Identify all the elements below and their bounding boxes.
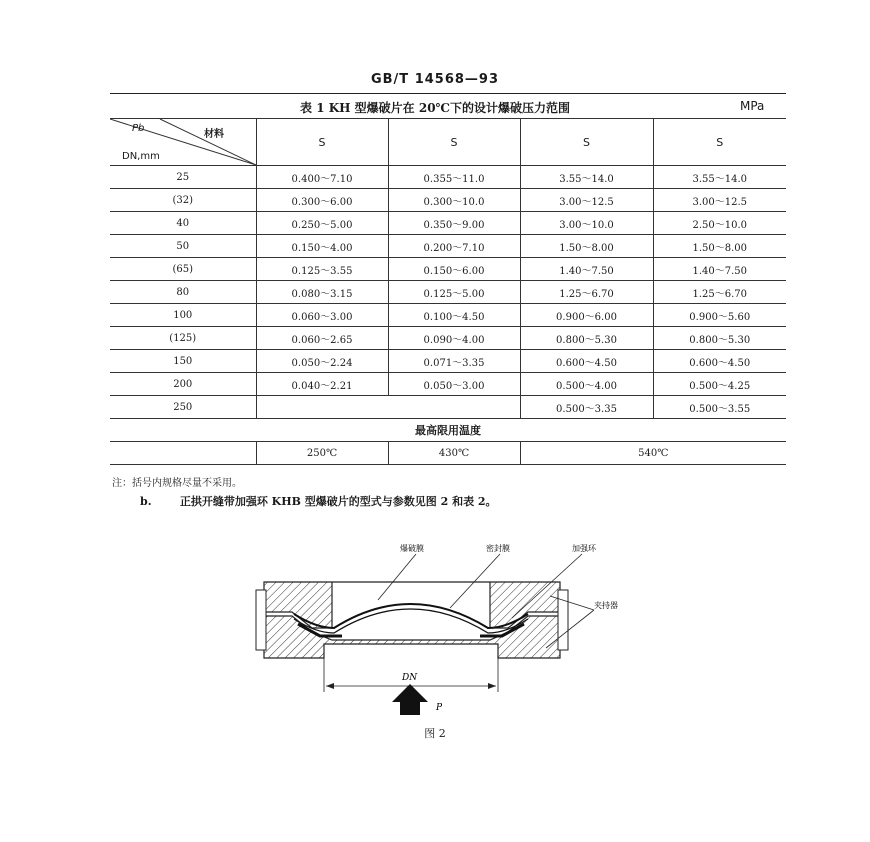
value-cell: 0.071～3.35 (388, 350, 520, 373)
value-cell: 0.900～5.60 (653, 304, 786, 327)
header-rule (110, 93, 786, 94)
table-row (110, 189, 786, 212)
label-dn: DN (402, 673, 418, 683)
dn-cell: 100 (110, 304, 256, 327)
value-cell: 0.200～7.10 (388, 235, 520, 258)
value-cell: 0.500～3.35 (520, 396, 653, 419)
temp-title: 最高限用温度 (110, 419, 786, 442)
value-cell: 0.600～4.50 (520, 350, 653, 373)
value-cell: 0.100～4.50 (388, 304, 520, 327)
temp-cell: 250℃ (256, 442, 388, 465)
material-header: S (653, 119, 786, 166)
material-header: S (388, 119, 520, 166)
value-cell: 0.900～6.00 (520, 304, 653, 327)
value-cell: 0.300～10.0 (388, 189, 520, 212)
value-cell: 0.125～3.55 (256, 258, 388, 281)
value-cell: 0.125～5.00 (388, 281, 520, 304)
dn-cell: 50 (110, 235, 256, 258)
table-header-row (110, 119, 786, 166)
corner-material-label: 材料 (204, 129, 224, 140)
figure-caption: 图 2 (424, 727, 446, 740)
value-cell: 1.25～6.70 (653, 281, 786, 304)
table-unit: MPa (740, 99, 765, 113)
value-cell: 0.500～4.00 (520, 373, 653, 396)
value-cell: 0.355～11.0 (388, 166, 520, 189)
value-cell: 3.00～12.5 (653, 189, 786, 212)
value-cell: 0.500～3.55 (653, 396, 786, 419)
value-cell: 0.150～6.00 (388, 258, 520, 281)
table-note: 注：括号内规格尽量不采用。 (112, 478, 242, 489)
value-cell: 3.55～14.0 (520, 166, 653, 189)
value-cell: 0.050～2.24 (256, 350, 388, 373)
corner-ps-label: Pb (132, 123, 145, 134)
value-cell: 0.060～3.00 (256, 304, 388, 327)
dn-cell: 40 (110, 212, 256, 235)
material-header: S (520, 119, 653, 166)
table-row (110, 212, 786, 235)
value-cell: 0.040～2.21 (256, 373, 388, 396)
value-cell: 1.40～7.50 (520, 258, 653, 281)
paragraph-b (140, 493, 497, 509)
temp-cell: 540℃ (520, 442, 786, 465)
table-row (110, 350, 786, 373)
value-cell: 3.00～12.5 (520, 189, 653, 212)
value-cell: 0.090～4.00 (388, 327, 520, 350)
value-cell: 0.400～7.10 (256, 166, 388, 189)
value-cell: 3.00～10.0 (520, 212, 653, 235)
value-cell: 1.25～6.70 (520, 281, 653, 304)
value-cell: 0.060～2.65 (256, 327, 388, 350)
value-cell: 3.55～14.0 (653, 166, 786, 189)
value-cell: 0.600～4.50 (653, 350, 786, 373)
value-cell: 0.350～9.00 (388, 212, 520, 235)
table-row (110, 373, 786, 396)
table-row (110, 235, 786, 258)
value-cell: 0.800～5.30 (520, 327, 653, 350)
paragraph-label: b. (140, 495, 152, 508)
table-row (110, 166, 786, 189)
empty-merged-cell (256, 396, 520, 419)
dn-cell: 250 (110, 396, 256, 419)
standard-number: GB/T 14568—93 (370, 72, 500, 87)
corner-header (110, 119, 256, 166)
table-row (110, 281, 786, 304)
paragraph-text: 正拱开缝带加强环 KHB 型爆破片的型式与参数见图 2 和表 2。 (179, 495, 497, 508)
value-cell: 1.40～7.50 (653, 258, 786, 281)
label-seal-film: 密封膜 (486, 544, 510, 553)
table-title: 表 1 KH 型爆破片在 20℃下的设计爆破压力范围 (300, 101, 570, 115)
value-cell: 1.50～8.00 (653, 235, 786, 258)
table-row (110, 304, 786, 327)
value-cell: 0.050～3.00 (388, 373, 520, 396)
label-burst-film: 爆破膜 (400, 544, 424, 553)
rupture-disc-figure (250, 540, 620, 715)
value-cell: 0.800～5.30 (653, 327, 786, 350)
value-cell: 1.50～8.00 (520, 235, 653, 258)
value-cell: 0.150～4.00 (256, 235, 388, 258)
dn-cell: (32) (110, 189, 256, 212)
dn-cell: (125) (110, 327, 256, 350)
label-reinforce-ring: 加强环 (572, 544, 596, 553)
value-cell: 0.500～4.25 (653, 373, 786, 396)
value-cell: 0.300～6.00 (256, 189, 388, 212)
corner-dn-label: DN,mm (122, 151, 160, 162)
temp-cell: 430℃ (388, 442, 520, 465)
pressure-range-table (110, 118, 786, 465)
table-row (110, 327, 786, 350)
table-row (110, 396, 786, 419)
dn-cell: 25 (110, 166, 256, 189)
dn-cell: 80 (110, 281, 256, 304)
label-p: P (436, 703, 443, 713)
value-cell: 0.080～3.15 (256, 281, 388, 304)
temp-row (110, 442, 786, 465)
temp-title-row (110, 419, 786, 442)
label-holder: 夹持器 (594, 601, 618, 610)
value-cell: 0.250～5.00 (256, 212, 388, 235)
dn-cell: 150 (110, 350, 256, 373)
dn-cell: 200 (110, 373, 256, 396)
value-cell: 2.50～10.0 (653, 212, 786, 235)
table-row (110, 258, 786, 281)
material-header: S (256, 119, 388, 166)
left-bolt (256, 590, 266, 650)
dn-cell: (65) (110, 258, 256, 281)
pressure-arrow-icon (392, 684, 428, 715)
temp-blank-cell (110, 442, 256, 465)
